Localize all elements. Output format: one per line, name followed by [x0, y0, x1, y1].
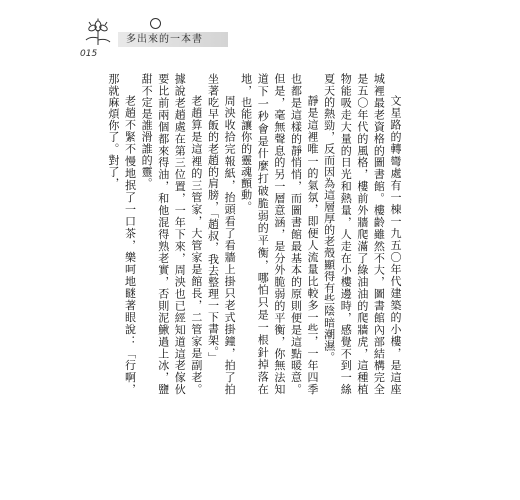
circle-logo-icon	[150, 18, 161, 29]
book-title: 多出來的一本書	[126, 34, 203, 45]
flower-ornament-icon	[80, 18, 116, 46]
paragraph: 老趙不緊不慢地抿了一口茶，樂呵地瞇著眼說：「行啊，那就麻煩你了。對了，	[106, 73, 137, 395]
page-number: 015	[80, 49, 98, 59]
paragraph: 周泱收拾完報紙，抬頭看了看牆上掛只老式掛鐘，拍了拍坐著吃早飯的老趙的肩膀，「趙叔，我去整理一下書架。」	[206, 73, 237, 395]
paragraph: 文星路的轉彎處有一棟一九五〇年代建築的小樓，是這座城裡最老資格的圖書館。樓齡雖然不大，圖書館內部結構完全是五〇年代的風格，樓前外牆爬滿了綠油油的爬牆虎，這種植物能吸走大量的日光和熱量，人走在小樓邊時，感覺不到一絲夏天的熱勁，反而因為這層厚的老殼顯得有些陰暗潮濕。	[322, 73, 402, 395]
vertical-text-body	[106, 73, 403, 395]
page-header	[80, 18, 230, 58]
paragraph: 靜是這裡唯一的氣氛，即便人流量比較多一些，一年四季也都是這樣的靜悄悄，而圖書館最基本的原則便是這點暖意。但是，毫無聲息的另一層意涵，是分外脆弱的平衡，你無法知道下一秒會是什麼打破脆弱的平衡，哪怕只是一根針掉落在地，也能讓你的靈魂顫動。	[239, 73, 320, 395]
paragraph: 老趙算是這裡的三管家，大管家是館長，二管家是副老。據說老趙處在第三位置，一年下來，周泱也已經知道這老傢伙要比前兩個都來得油，和他混得熟老實，否則泥鰍過上冰，鹽甜不定是誰滑誰的靈。	[140, 73, 203, 395]
